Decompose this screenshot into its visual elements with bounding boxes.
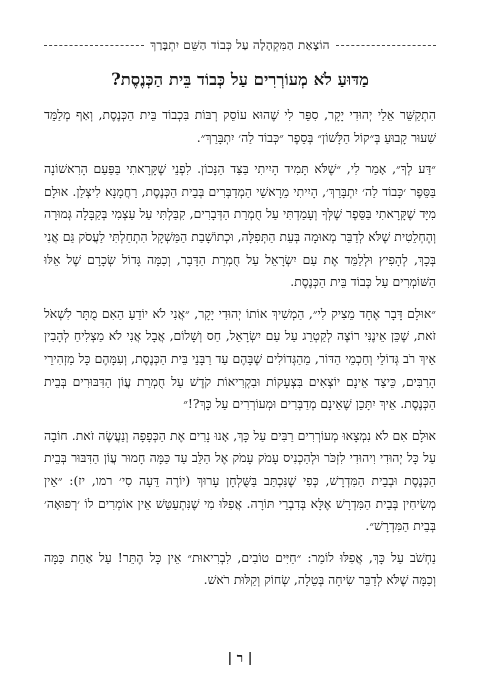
article-paragraph: ״אוּלָם דָּבָר אֶחָד מֵצִיק לִי״, הַמְשִׁיךְ אוֹתוֹ יְהוּדִי יָקָר, ״אֲנִי לֹא יוֹדֵעַ הַאִם מֻתָּר לִשְׁאֹל זֹאת, שֶׁכֵּן אֵינֶנִּי רוֹצֶה לְקַטְרֵג עַל עַם יִשְׂרָאֵל, חַס וְשָׁלוֹם, אֲבָל אֲנִי לֹא מַצְלִיחַ לְהָבִין אֵיךְ רֹב גְּדוֹלֵי וְחַכְמֵי הַדּוֹר, מֵהַגְּדוֹלִים שֶׁבָּהֶם עַד רַבָּנֵי בֵּית הַכְּנֶסֶת, וְעִמָּהֶם כָּל מַזְהִירֵי הָרַבִּים, כֵּיצַד אֵינָם יוֹצְאִים בִּצְעָקוֹת וּבִקְרִיאוֹת קֹדֶשׁ עַל חֻמְרַת עֲוֹן הַדִּבּוּרִים בְּבֵית הַכְּנֶסֶת. אֵיךְ יִתָּכֵן שֶׁאֵינָם מְדַבְּרִים וּמְעוֹרְרִים עַל כָּךְ?!״ bbox=[44, 305, 436, 412]
article-paragraph: ״דַּע לְךָ״, אָמַר לִי, ״שֶׁלֹּא תָּמִיד הָיִיתִי בַּצַּד הַנָּכוֹן. לִפְנֵי שֶׁקָּרָאתִי בַּפַּעַם הָרִאשׁוֹנָה בַּסֵּפֶר ׳כָּבוֹד לַה׳ יִתְבָּרַךְ׳, הָיִיתִי מֵרָאשֵׁי הַמְדַבְּרִים בְּבֵית הַכְּנֶסֶת, רַחֲמָנָא לִיצְלַן. אוּלָם מִיָּד שֶׁקָּרָאתִי בַּסֵּפֶר שֶׁלְּךָ וְעָמַדְתִּי עַל חֻמְרַת הַדְּבָרִים, קִבַּלְתִּי עַל עַצְמִי בְּקַבָּלָה גְּמוּרָה וְהֶחְלֵטִית שֶׁלֹּא לְדַבֵּר מְאוּמָה בְּעֵת הַתְּפִלָּה, וּכְתוֹשָׁבַת הַמַּשְׁקָל הִתְחַלְתִּי לַעֲסֹק גַּם אֲנִי בְּכָךְ, לְהָפִיץ וּלְלַמֵּד אֶת עַם יִשְׂרָאֵל עַל חֻמְרַת הַדָּבָר, וְכַמָּה גָּדוֹל שְׂכָרָם שֶׁל אֵלּוּ הַשּׁוֹמְרִים עַל כְּבוֹד בֵּית הַכְּנֶסֶת. bbox=[44, 161, 436, 290]
article-paragraph: נַחְשֹׁב עַל כָּךְ, אֲפִלּוּ לוֹמַר: ״חַיִּים טוֹבִים, לִבְרִיאוּת״ אֵין כָּל הֶתֵּר! עַל אַחַת כַּמָּה וְכַמָּה שֶׁלֹּא לְדַבֵּר שִׂיחָה בְּטֵלָה, שְׂחוֹק וְקַלּוּת רֹאשׁ. bbox=[44, 549, 436, 588]
running-head-rule-right bbox=[336, 45, 436, 46]
article-body bbox=[44, 104, 436, 601]
running-head-title: הוֹצָאַת הַמִּקְהָלָה עַל כְּבוֹד הַשֵּׁם יִתְבָּרַךְ bbox=[150, 38, 330, 52]
running-head bbox=[44, 38, 436, 53]
article-title: מַדּוּעַ לֹא מְעוֹרְרִים עַל כְּבוֹד בֵּית הַכְּנֶסֶת? bbox=[111, 70, 369, 89]
article-paragraph: הִתְקַשֵּׁר אֵלַי יְהוּדִי יָקָר, סִפֵּר לִי שֶׁהוּא עוֹסֵק רְבּוֹת בִּכְבוֹד בֵּית הַכְּנֶסֶת, וְאַף מְלַמֵּד שִׁעוּר קָבוּעַ בְּ״קוֹל הַלָּשׁוֹן״ בְּסֵפֶר ״כְּבוֹד לַה׳ יִתְבָּרַךְ״. bbox=[44, 107, 436, 145]
article-paragraph: אוּלָם אִם לֹא נִמְצָאוּ מְעוֹרְרִים רַבִּים עַל כָּךְ, אָנוּ נָרִים אֶת הַכְּפָפָה וְנַעֲשֶׂה זֹאת. חוֹבָה עַל כָּל יְהוּדִי וִיהוּדִי לִזְכֹּר וּלְהַכְנִיס עָמֹק עָמֹק אֶל הַלֵּב עַד כַּמָּה חָמוּר עֲוֹן הַדִּבּוּר בְּבֵית הַכְּנֶסֶת וּבְבֵית הַמִּדְרָשׁ, כְּפִי שֶׁנִּכְתַּב בַּשֻּׁלְחָן עָרוּךְ (יוֹרֶה דֵּעָה סִי׳ רמו, יז): ״אֵין מְשִׂיחִין בְּבֵית הַמִּדְרָשׁ אֶלָּא בְּדִבְרֵי תּוֹרָה. אֲפִלּוּ מִי שֶׁנִּתְעַטֵּשׁ אֵין אוֹמְרִים לוֹ ׳רְפוּאָה׳ בְּבֵית הַמִּדְרָשׁ״. bbox=[44, 427, 436, 534]
running-head-rule-left bbox=[44, 45, 144, 46]
page-number: | ר | bbox=[227, 651, 253, 666]
